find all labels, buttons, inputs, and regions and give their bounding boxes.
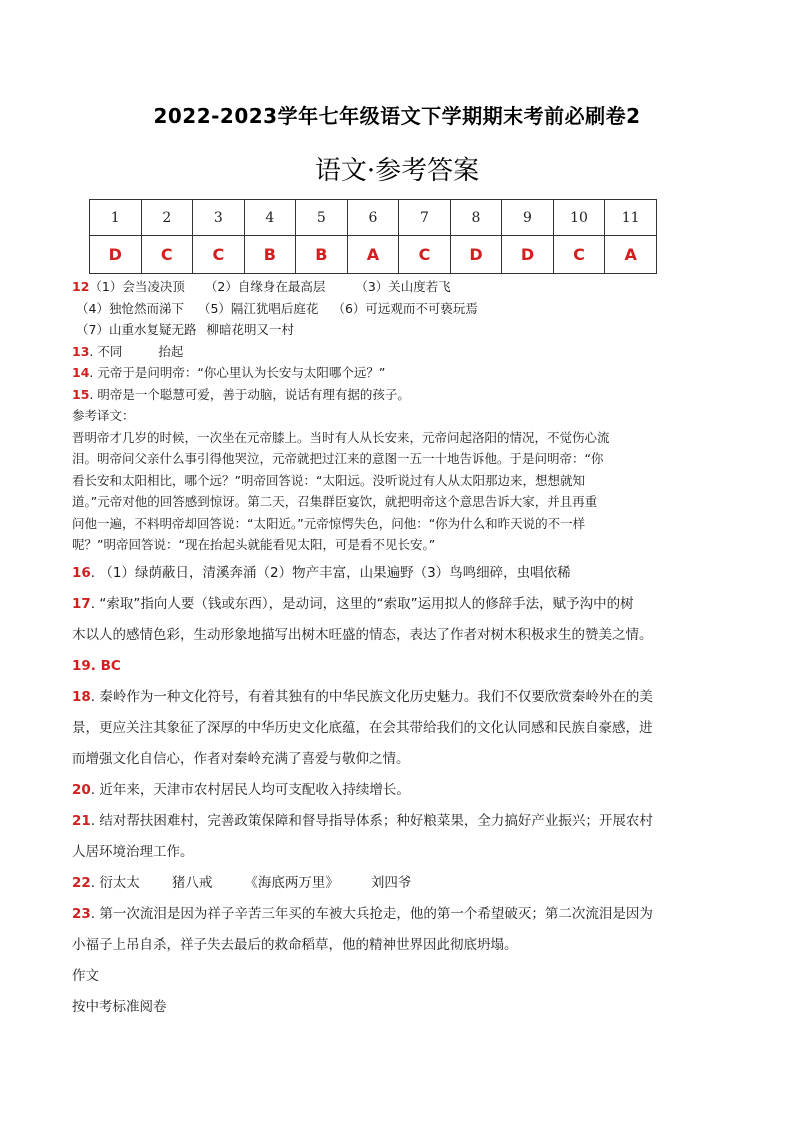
answer-cell: C <box>193 236 245 274</box>
q19-line: 19. BC <box>72 657 121 674</box>
q13-answer-a: 不同 <box>97 343 123 359</box>
q15-line: 15. 明帝是一个聪慧可爱，善于动脑，说话有理有据的孩子。 <box>72 386 410 402</box>
translation-label: 参考译文： <box>72 408 135 423</box>
question-number-cell: 8 <box>450 200 502 236</box>
q23-line-1: 23. 第一次流泪是因为祥子辛苦三年买的车被大兵抢走，他的第一个希望破灭；第二次流泪是因为 <box>72 905 653 922</box>
q20-line: 20. 近年来，天津市农村居民人均可支配收入持续增长。 <box>72 781 410 798</box>
q13-answer-b: 抬起 <box>158 343 184 359</box>
question-number-cell: 2 <box>141 200 193 236</box>
answer-cell: D <box>450 236 502 274</box>
question-number-cell: 11 <box>605 200 657 236</box>
answer-table-number-row <box>90 200 657 236</box>
q16-number: 16 <box>72 564 91 581</box>
q12-line-2 <box>72 298 692 320</box>
q21-line-1: 21. 结对帮扶困难村，完善政策保障和督导指导体系；种好粮菜果，全力搞好产业振兴；开展农村 <box>72 812 653 829</box>
answer-cell: B <box>244 236 296 274</box>
q22-answer-3: 《海底两万里》 <box>244 874 339 891</box>
q23-number: 23 <box>72 905 91 922</box>
q18-number: 18 <box>72 688 91 705</box>
q12-answer-7b: 柳暗花明又一村 <box>206 322 294 337</box>
q21-number: 21 <box>72 812 91 829</box>
answer-table <box>89 199 657 274</box>
question-number-cell: 3 <box>193 200 245 236</box>
q21-line-2: 人居环境治理工作。 <box>72 843 194 860</box>
answer-cell: C <box>399 236 451 274</box>
q21-answer: 结对帮扶困难村，完善政策保障和督导指导体系；种好粮菜果，全力搞好产业振兴；开展农村 <box>99 812 653 829</box>
answer-cell: C <box>553 236 605 274</box>
q12-answer-3: （3）关山度若飞 <box>355 279 451 294</box>
answer-cell: A <box>347 236 399 274</box>
q15-number: 15 <box>72 386 90 402</box>
q22-answer-2: 猪八戒 <box>171 874 213 891</box>
page-subtitle: 语文·参考答案 <box>314 156 480 186</box>
q22-number: 22 <box>72 874 91 891</box>
q15-answer: 明帝是一个聪慧可爱，善于动脑，说话有理有据的孩子。 <box>97 386 410 402</box>
question-number-cell: 4 <box>244 200 296 236</box>
q12-line-1 <box>72 276 692 298</box>
q22-answer-1: 衍太太 <box>99 874 140 891</box>
q12-answer-1: （1）会当凌决顶 <box>89 279 185 294</box>
q12-answer-2: （2）自缘身在最高层 <box>204 279 326 294</box>
question-number-cell: 7 <box>399 200 451 236</box>
q16-answer: （1）绿荫蔽日，清溪奔涌（2）物产丰富，山果遍野（3）鸟鸣细碎，虫唱依稀 <box>99 564 571 581</box>
q17-line-2: 木以人的感情色彩，生动形象地描写出树木旺盛的情态，表达了作者对树木积极求生的赞美之情。 <box>72 626 653 643</box>
answer-cell: D <box>90 236 142 274</box>
q20-number: 20 <box>72 781 91 798</box>
q23-answer: 第一次流泪是因为祥子辛苦三年买的车被大兵抢走，他的第一个希望破灭；第二次流泪是因为 <box>99 905 653 922</box>
question-number-cell: 9 <box>502 200 554 236</box>
answer-cell: B <box>296 236 348 274</box>
q14-number: 14 <box>72 365 90 380</box>
question-number-cell: 1 <box>90 200 142 236</box>
essay-note: 按中考标准阅卷 <box>72 998 167 1015</box>
q14-line: 14. 元帝于是问明帝：“你心里认为长安与太阳哪个远？” <box>72 365 386 380</box>
translation-line: 问他一遍，不料明帝却回答说：“太阳近。”元帝惊愕失色，问他：“你为什么和昨天说的不一样 <box>72 515 586 531</box>
q13-number: 13 <box>72 343 90 359</box>
essay-label: 作文 <box>72 967 99 984</box>
translation-line: 道。”元帝对他的回答感到惊讶。第二天，召集群臣宴饮，就把明帝这个意思告诉大家，并且再重 <box>72 494 598 509</box>
question-number-cell: 10 <box>553 200 605 236</box>
answer-content <box>72 276 692 1023</box>
q12-answer-6: （6）可远观而不可亵玩焉 <box>332 300 478 316</box>
q12-line-3 <box>72 319 692 341</box>
q18-line-1: 18. 秦岭作为一种文化符号，有着其独有的中华民族文化历史魅力。我们不仅要欣赏秦岭外在的美 <box>72 688 653 705</box>
translation-line: 泪。明帝问父亲什么事引得他哭泣，元帝就把过江来的意图一五一十地告诉他。于是问明帝：“你 <box>72 451 604 466</box>
answer-cell: C <box>141 236 193 274</box>
q16-line: 16. （1）绿荫蔽日，清溪奔涌（2）物产丰富，山果遍野（3）鸟鸣细碎，虫唱依稀 <box>72 564 571 581</box>
answer-cell: A <box>605 236 657 274</box>
q17-line-1: 17. “索取”指向人要（钱或东西），是动词，这里的“索取”运用拟人的修辞手法，赋予沟中的树 <box>72 595 634 612</box>
q23-line-2: 小福子上吊自杀，祥子失去最后的救命稻草，他的精神世界因此彻底坍塌。 <box>72 936 518 953</box>
q18-answer: 秦岭作为一种文化符号，有着其独有的中华民族文化历史魅力。我们不仅要欣赏秦岭外在的美 <box>99 688 653 705</box>
translation-line: 呢？”明帝回答说：“现在抬起头就能看见太阳，可是看不见长安。” <box>72 537 436 552</box>
q20-answer: 近年来，天津市农村居民人均可支配收入持续增长。 <box>99 781 410 798</box>
translation-line: 看长安和太阳相比，哪个远？”明帝回答说：“太阳远。没听说过有人从太阳那边来，想想就知 <box>72 472 585 488</box>
q12-answer-7a: （7）山重水复疑无路 <box>76 322 197 337</box>
q18-line-3: 而增强文化自信心，作者对秦岭充满了喜爱与敬仰之情。 <box>72 750 410 767</box>
q18-line-2: 景，更应关注其象征了深厚的中华历史文化底蕴，在会其带给我们的文化认同感和民族自豪感，进 <box>72 719 653 736</box>
answer-table-answer-row <box>90 236 657 274</box>
page-title: 2022-2023学年七年级语文下学期期末考前必刷卷2 <box>153 104 641 128</box>
q12-answer-5: （5）隔江犹唱后庭花 <box>197 300 319 316</box>
answer-cell: D <box>502 236 554 274</box>
q22-line: 22. 衍太太 猪八戒 《海底两万里》 刘四爷 <box>72 874 412 891</box>
q22-answer-4: 刘四爷 <box>370 874 412 891</box>
q17-number: 17 <box>72 595 91 612</box>
q13-line: 13. 不同 抬起 <box>72 343 184 359</box>
q12-answer-4: （4）独怆然而涕下 <box>76 300 184 316</box>
question-number-cell: 5 <box>296 200 348 236</box>
q17-answer: “索取”指向人要（钱或东西），是动词，这里的“索取”运用拟人的修辞手法，赋予沟中的树 <box>99 595 634 612</box>
question-number-cell: 6 <box>347 200 399 236</box>
q14-answer: 元帝于是问明帝：“你心里认为长安与太阳哪个远？” <box>97 365 386 380</box>
translation-line: 晋明帝才几岁的时候，一次坐在元帝膝上。当时有人从长安来，元帝问起洛阳的情况，不觉伤心流 <box>72 429 610 445</box>
q12-number: 12 <box>72 279 90 294</box>
